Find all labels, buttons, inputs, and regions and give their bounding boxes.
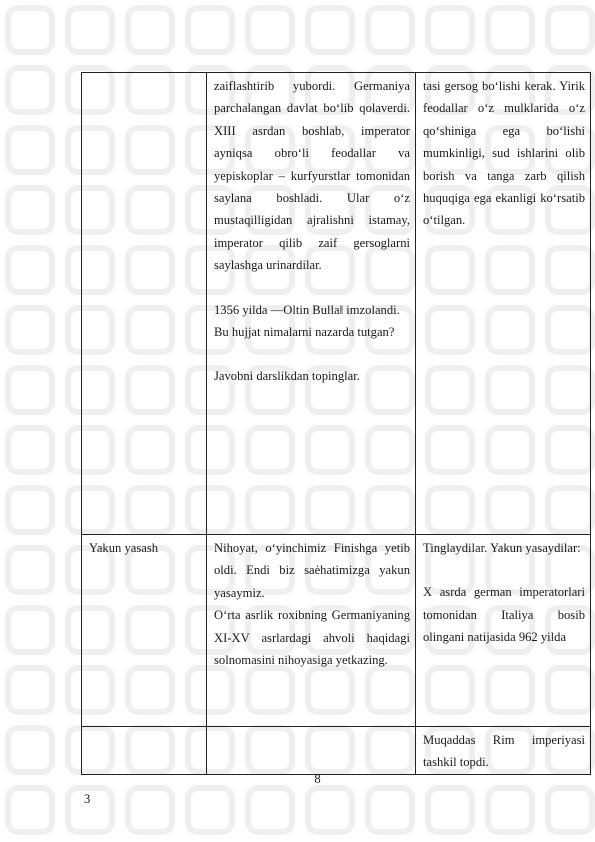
teacher-text: O‘rta asrlik roxibning Germaniyaning XI-XV asrlardagi ahvoli haqidagi solnomasini nihoyasiga yetkazing. bbox=[214, 608, 410, 668]
teacher-text: Nihoyat, o‘yinchimiz Finishga yetib oldi. Endi biz saėhatimizga yakun yasaymiz. bbox=[214, 541, 410, 600]
page-number: 8 bbox=[314, 772, 321, 786]
cell-stage bbox=[82, 727, 207, 775]
cell-student-activity bbox=[416, 535, 591, 727]
teacher-text: zaiflashtirib yubordi. Germaniya parchalangan davlat bo‘lib qolaverdi. XIII asrdan boshlab, imperator ayniqsa obro‘li feodallar va yepiskoplar – kurfyurstlar tomonidan saylana boshladi. Ular o‘z mustaqilligidan ajralishni istamay, imperator qilib zaif gersoglarni saylashga urinardilar. bbox=[214, 79, 410, 273]
cell-student-activity bbox=[416, 727, 591, 775]
cell-teacher-activity bbox=[207, 535, 416, 727]
lesson-table bbox=[81, 72, 591, 775]
cell-teacher-activity bbox=[207, 73, 416, 535]
cell-teacher-activity bbox=[207, 727, 416, 775]
student-text: X asrda german imperatorlari tomonidan Italiya bosib olingani natijasida 962 yilda bbox=[423, 585, 585, 645]
cell-stage bbox=[82, 73, 207, 535]
corner-number: 3 bbox=[84, 792, 91, 806]
cell-student-activity bbox=[416, 73, 591, 535]
table-row bbox=[82, 727, 591, 775]
stage-label: Yakun yasash bbox=[89, 541, 159, 555]
student-text: tasi gersog bo‘lishi kerak. Yirik feodallar o‘z mulklarida o‘z qo‘shiniga ega bo‘lishi mumkinligi, sud ishlarini olib borish va tanga zarb qilish huquqiga ega ekanligi ko‘rsatib o‘tilgan. bbox=[423, 79, 585, 228]
student-text: Muqaddas Rim imperiyasi tashkil topdi. bbox=[423, 733, 585, 770]
bulla-text: 1356 yilda ―Oltin Bulla‖ imzolandi. bbox=[214, 302, 400, 317]
table-row bbox=[82, 73, 591, 535]
instruction-text: Javobni darslikdan topinglar. bbox=[214, 369, 360, 384]
table-row bbox=[82, 535, 591, 727]
student-text: Tinglaydilar. Yakun yasaydilar: bbox=[423, 541, 581, 555]
cell-stage bbox=[82, 535, 207, 727]
question-text: Bu hujjat nimalarni nazarda tutgan? bbox=[214, 325, 395, 340]
